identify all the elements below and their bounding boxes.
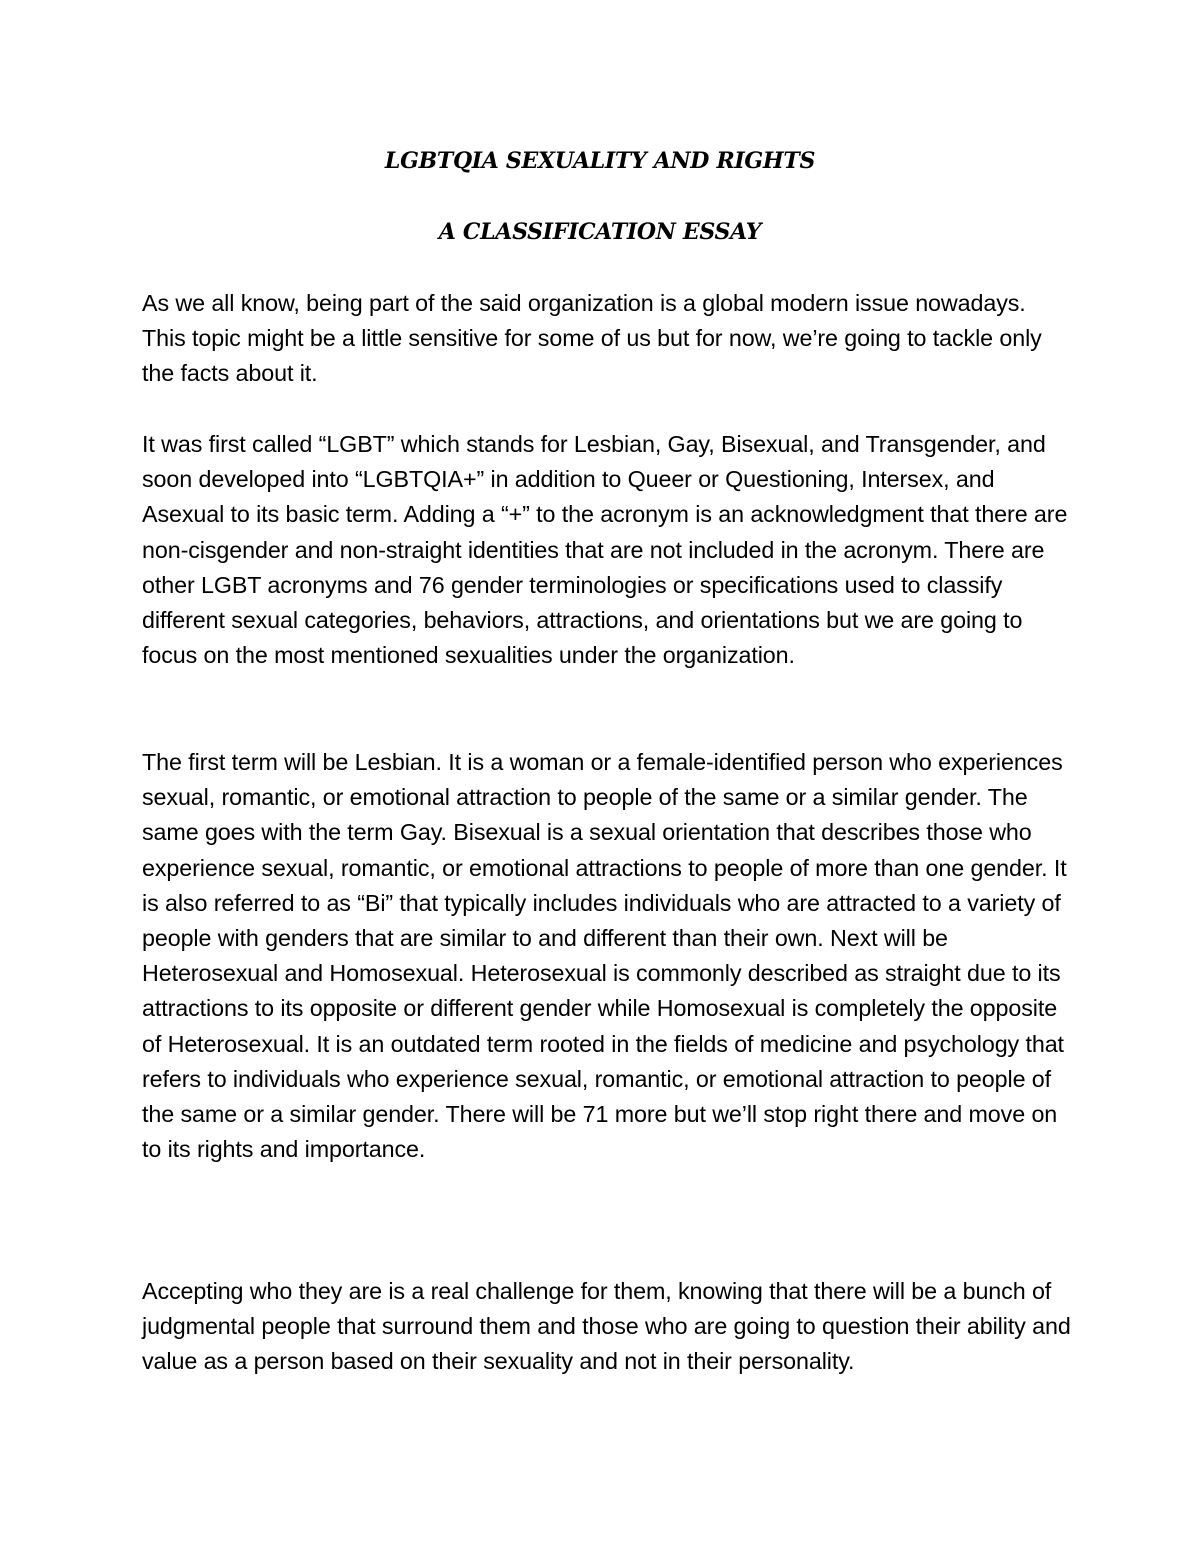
paragraph-history: It was first called “LGBT” which stands for Lesbian, Gay, Bisexual, and Transgender, and soon developed into “LGBTQIA+” in addition to Queer or Questioning, Intersex, and Asexual to its basic term. Adding a “+” to the acronym is an acknowledgment that there are non-cisgender and non-straight identities that are not included in the acronym. There are other LGBT acronyms and 76 gender terminologies or specifications used to classify different sexual categories, behaviors, attractions, and orientations but we are going to focus on the most mentioned sexualities under the organization. <box>142 431 1068 669</box>
document-subtitle: A CLASSIFICATION ESSAY <box>438 219 762 245</box>
paragraph-acceptance: Accepting who they are is a real challenge for them, knowing that there will be a bunch of judgmental people that surround them and those who are going to question their ability and value as a person based on their sexuality and not in their personality. <box>142 1278 1071 1375</box>
paragraph-intro: As we all know, being part of the said organization is a global modern issue nowadays. This topic might be a little sensitive for some of us but for now, we’re going to tackle only the facts about it. <box>142 290 1042 387</box>
paragraph-terms: The first term will be Lesbian. It is a woman or a female-identified person who experiences sexual, romantic, or emotional attraction to people of the same or a similar gender. The same goes with the term Gay. Bisexual is a sexual orientation that describes those who experience sexual, romantic, or emotional attractions to people of more than one gender. It is also referred to as “Bi” that typically includes individuals who are attracted to a variety of people with genders that are similar to and different than their own. Next will be Heterosexual and Homosexual. Heterosexual is commonly described as straight due to its attractions to its opposite or different gender while Homosexual is completely the opposite of Heterosexual. It is an outdated term rooted in the fields of medicine and psychology that refers to individuals who experience sexual, romantic, or emotional attraction to people of the same or a similar gender. There will be 71 more but we’ll stop right there and move on to its rights and importance. <box>142 749 1067 1163</box>
document-title: LGBTQIA SEXUALITY AND RIGHTS <box>384 148 816 174</box>
